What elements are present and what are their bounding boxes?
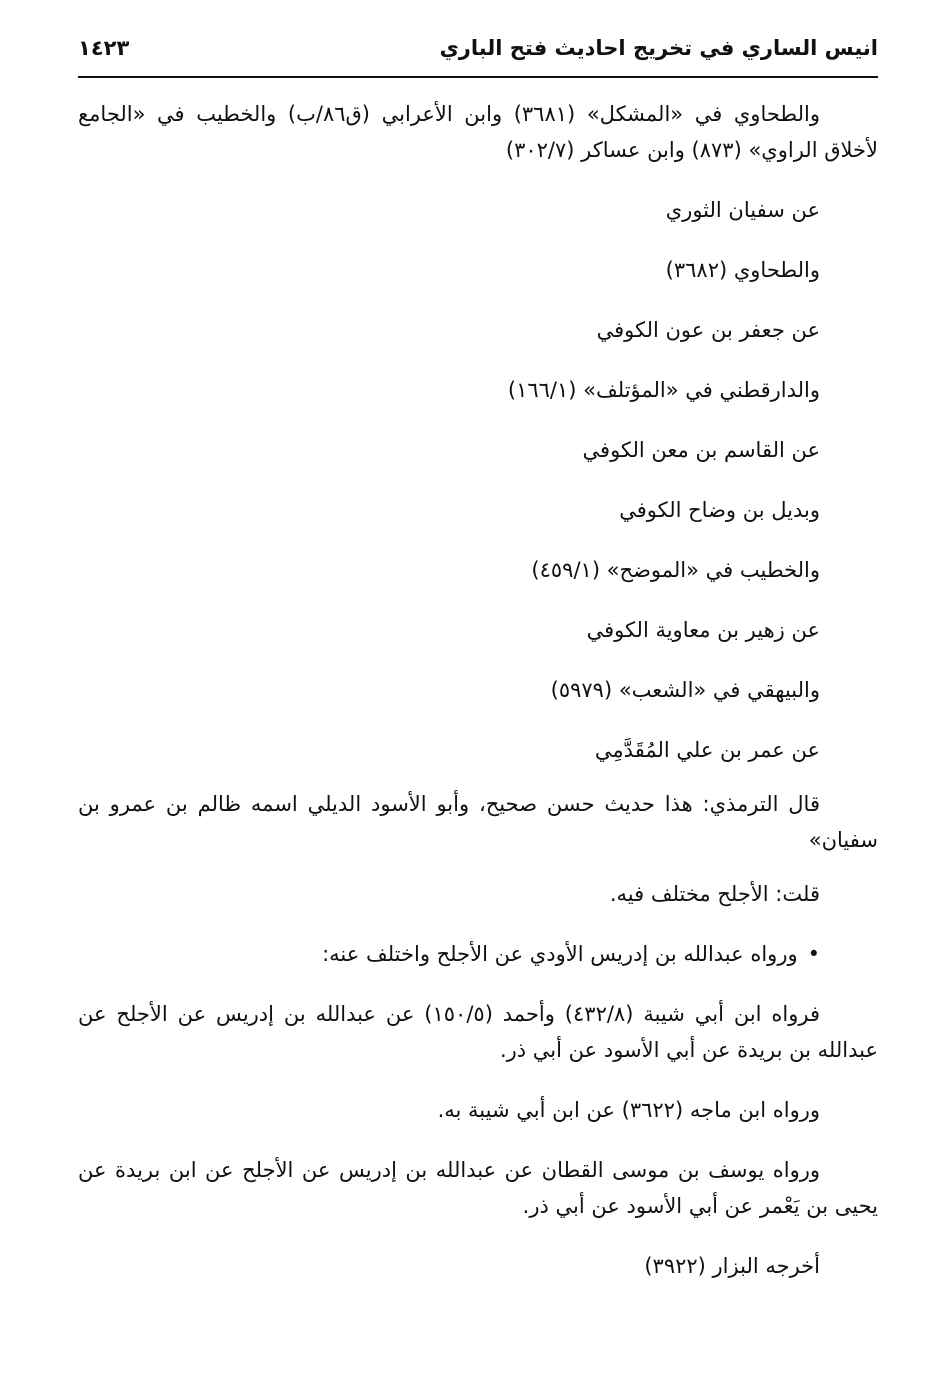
- page-number: ١٤٢٣: [78, 36, 130, 60]
- ibn-majah-line: ورواه ابن ماجه (٣٦٢٢) عن ابن أبي شيبة به.: [437, 1098, 820, 1122]
- chain-line-6: عن عمر بن علي المُقَدَّمِي: [594, 738, 820, 762]
- chain-line-1: عن سفيان الثوري: [665, 198, 820, 222]
- paragraph-ibn-abi-shaybah: فرواه ابن أبي شيبة (٤٣٢/٨) وأحمد (١٥٠/٥) عن عبدالله بن إدريس عن الأجلح عن عبدالله بن بريدة عن أبي الأسود عن أبي ذر.: [78, 1002, 878, 1062]
- paragraph-sources: والطحاوي في «المشكل» (٣٦٨١) وابن الأعرابي (ق٨٦/ب) والخطيب في «الجامع لأخلاق الراوي» (٨٧٣) وابن عساكر (٣٠٢/٧): [78, 102, 878, 162]
- source-line-3: والخطيب في «الموضح» (٤٥٩/١): [531, 558, 820, 582]
- page-header: [78, 36, 878, 76]
- paragraph-tirmidhi: قال الترمذي: هذا حديث حسن صحيح، وأبو الأسود الديلي اسمه ظالم بن عمرو بن سفيان»: [78, 792, 878, 852]
- chain-line-5: عن زهير بن معاوية الكوفي: [586, 618, 820, 642]
- running-title: انيس الساري في تخريج احاديث فتح الباري: [439, 36, 878, 60]
- source-line-2: والدارقطني في «المؤتلف» (١٦٦/١): [507, 378, 820, 402]
- chain-line-3: عن القاسم بن معن الكوفي: [582, 438, 820, 462]
- chain-line-2: عن جعفر بن عون الكوفي: [596, 318, 820, 342]
- source-line-1: والطحاوي (٣٦٨٢): [665, 258, 820, 282]
- bazzar-line: أخرجه البزار (٣٩٢٢): [644, 1254, 820, 1278]
- page-body: [78, 96, 878, 1284]
- paragraph-yusuf: ورواه يوسف بن موسى القطان عن عبدالله بن إدريس عن الأجلح عن ابن بريدة عن يحيى بن يَعْمر عن أبي الأسود عن أبي ذر.: [78, 1158, 878, 1218]
- bullet-icon: •: [807, 942, 820, 966]
- note-line: قلت: الأجلح مختلف فيه.: [609, 882, 820, 906]
- chain-line-4: وبديل بن وضاح الكوفي: [619, 498, 820, 522]
- bullet-text: ورواه عبدالله بن إدريس الأودي عن الأجلح واختلف عنه:: [322, 942, 798, 966]
- header-divider: [78, 76, 878, 78]
- source-line-4: والبيهقي في «الشعب» (٥٩٧٩): [550, 678, 820, 702]
- bullet-line: [78, 936, 878, 972]
